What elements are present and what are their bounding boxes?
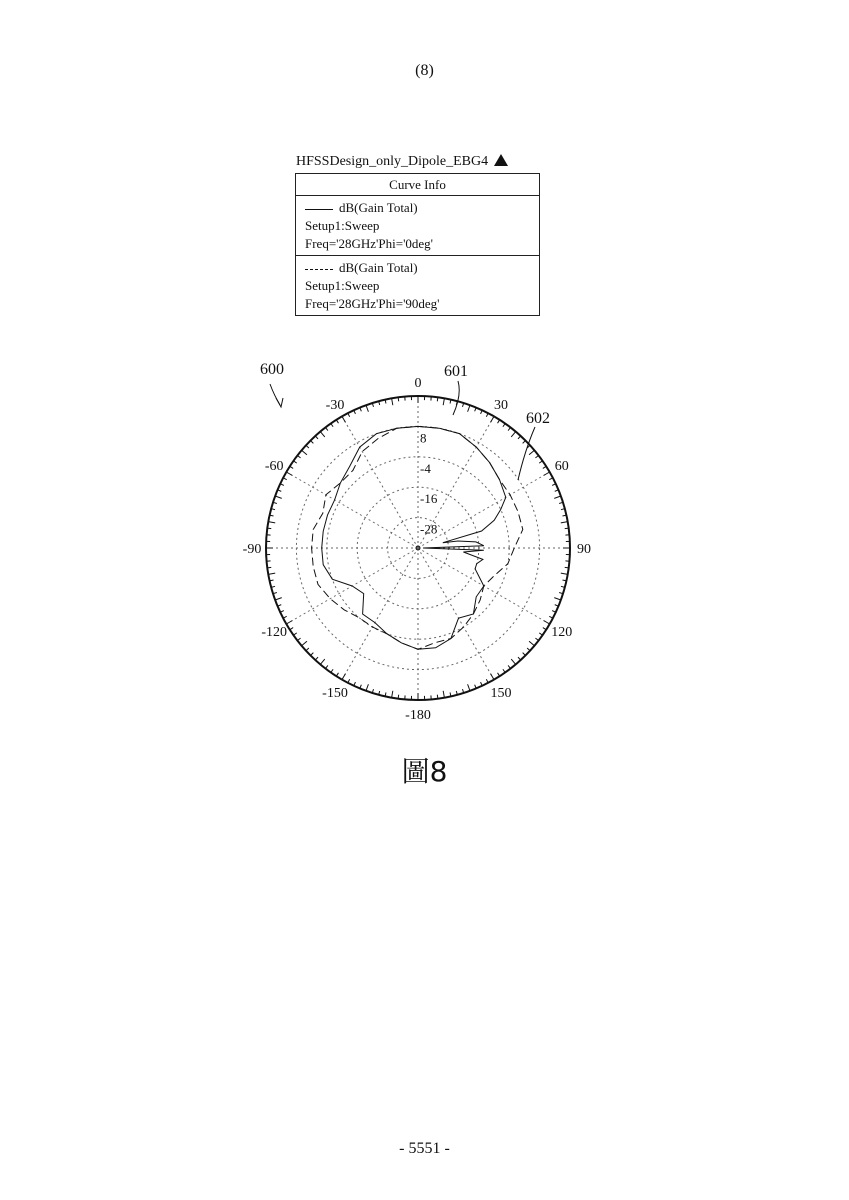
polar-grid-spoke-300 xyxy=(286,472,418,548)
polar-tick-302.5 xyxy=(290,466,293,468)
polar-grid-spoke-150 xyxy=(418,548,494,680)
polar-tick-225 xyxy=(311,653,314,656)
polar-tick-120 xyxy=(544,621,550,625)
polar-tick-50 xyxy=(529,450,534,454)
polar-tick-262.5 xyxy=(267,567,271,568)
polar-tick-30 xyxy=(491,416,495,422)
polar-tick-237.5 xyxy=(290,628,293,630)
polar-tick-10 xyxy=(443,398,444,405)
polar-tick-217.5 xyxy=(325,665,327,668)
angle-tick-label-1: 30 xyxy=(494,398,508,414)
page-header: (8) xyxy=(415,62,434,79)
polar-tick-325 xyxy=(331,423,333,426)
legend-entry-freq: Freq='28GHz'Phi='0deg' xyxy=(305,236,434,251)
reference-label-curve-solid: 601 xyxy=(444,363,468,380)
polar-tick-57.5 xyxy=(543,466,546,468)
polar-tick-210 xyxy=(342,674,346,680)
polar-tick-32.5 xyxy=(498,420,500,423)
polar-tick-112.5 xyxy=(555,605,559,607)
polar-tick-230 xyxy=(302,641,307,645)
polar-grid-spoke-330 xyxy=(342,416,418,548)
polar-tick-330 xyxy=(342,416,346,422)
polar-tick-350 xyxy=(392,398,393,405)
polar-tick-232.5 xyxy=(297,638,300,640)
radial-tick-label-0: 8 xyxy=(420,430,427,446)
polar-tick-157.5 xyxy=(475,685,477,689)
polar-tick-190 xyxy=(392,691,393,698)
angle-tick-label-11: -30 xyxy=(325,398,345,414)
polar-tick-352.5 xyxy=(398,397,399,401)
legend-header: Curve Info xyxy=(296,174,539,196)
polar-tick-250 xyxy=(275,598,282,600)
radial-tick-label-2: -16 xyxy=(420,491,438,507)
polar-tick-52.5 xyxy=(535,455,538,457)
polar-tick-40 xyxy=(511,432,515,437)
series-line-dashed xyxy=(312,426,523,649)
legend-entry-measure: dB(Gain Total) xyxy=(339,260,418,275)
polar-tick-307.5 xyxy=(297,455,300,457)
polar-tick-142.5 xyxy=(508,665,510,668)
polar-tick-312.5 xyxy=(306,445,309,448)
polar-tick-67.5 xyxy=(555,490,559,492)
polar-tick-337.5 xyxy=(360,408,362,412)
legend-entry-setup: Setup1:Sweep xyxy=(305,278,380,293)
polar-tick-170 xyxy=(443,691,444,698)
polar-tick-160 xyxy=(468,684,470,691)
polar-tick-322.5 xyxy=(325,427,327,430)
reference-label-curve-dashed: 602 xyxy=(526,410,550,427)
polar-tick-215 xyxy=(331,669,333,672)
angle-tick-label-6: -180 xyxy=(405,708,431,723)
polar-tick-127.5 xyxy=(535,638,538,640)
polar-tick-212.5 xyxy=(336,673,338,676)
legend-entry-measure: dB(Gain Total) xyxy=(339,200,418,215)
polar-tick-317.5 xyxy=(315,436,318,439)
polar-tick-172.5 xyxy=(437,695,438,699)
polar-tick-277.5 xyxy=(267,528,271,529)
polar-grid-spoke-60 xyxy=(418,472,550,548)
angle-tick-label-0: 0 xyxy=(414,376,422,391)
reference-label-figure: 600 xyxy=(260,361,284,378)
polar-tick-125 xyxy=(539,633,542,635)
polar-tick-340 xyxy=(366,405,368,412)
polar-tick-290 xyxy=(275,496,282,498)
angle-tick-label-8: -120 xyxy=(261,625,288,640)
polar-tick-35 xyxy=(503,423,505,426)
angle-tick-label-4: 120 xyxy=(551,625,573,640)
angle-tick-label-5: 150 xyxy=(490,685,512,701)
polar-tick-42.5 xyxy=(518,436,521,439)
polar-tick-37.5 xyxy=(508,427,510,430)
figure-caption: 圖8 xyxy=(401,755,448,788)
legend-title-text: HFSSDesign_only_Dipole_EBG4 xyxy=(296,154,489,169)
polar-tick-320 xyxy=(320,432,324,437)
polar-tick-222.5 xyxy=(315,657,318,660)
angle-tick-label-2: 60 xyxy=(554,459,569,474)
polar-tick-187.5 xyxy=(398,695,399,699)
polar-tick-220 xyxy=(320,659,324,664)
polar-tick-55 xyxy=(539,461,542,463)
polar-tick-247.5 xyxy=(278,605,282,607)
angle-tick-label-10: -60 xyxy=(264,459,284,474)
polar-tick-70 xyxy=(554,496,561,498)
polar-tick-305 xyxy=(293,461,296,463)
polar-tick-122.5 xyxy=(543,628,546,630)
polar-tick-292.5 xyxy=(278,490,282,492)
polar-tick-22.5 xyxy=(475,408,477,412)
polar-tick-110 xyxy=(554,598,561,600)
legend-entry-setup: Setup1:Sweep xyxy=(305,218,380,233)
polar-tick-240 xyxy=(286,621,292,625)
angle-tick-label-7: -150 xyxy=(322,685,348,701)
angle-tick-label-3: 90 xyxy=(577,542,591,557)
polar-tick-260 xyxy=(268,573,275,574)
polar-tick-202.5 xyxy=(360,685,362,689)
polar-tick-150 xyxy=(491,674,495,680)
polar-tick-200 xyxy=(366,684,368,691)
polar-tick-327.5 xyxy=(336,420,338,423)
polar-tick-132.5 xyxy=(527,648,530,651)
polar-tick-235 xyxy=(293,633,296,635)
reference-arrow-600-head xyxy=(276,398,283,407)
polar-tick-145 xyxy=(503,669,505,672)
polar-tick-137.5 xyxy=(518,657,521,660)
polar-tick-227.5 xyxy=(306,648,309,651)
polar-tick-280 xyxy=(268,522,275,523)
polar-tick-82.5 xyxy=(565,528,569,529)
polar-tick-147.5 xyxy=(498,673,500,676)
legend-entry-freq: Freq='28GHz'Phi='90deg' xyxy=(305,296,440,311)
polar-tick-20 xyxy=(468,405,470,412)
polar-tick-7.5 xyxy=(437,397,438,401)
polar-tick-135 xyxy=(523,653,526,656)
polar-grid-spoke-210 xyxy=(342,548,418,680)
radial-tick-label-1: -4 xyxy=(420,460,431,476)
polar-tick-310 xyxy=(302,450,307,454)
polar-tick-315 xyxy=(311,441,314,444)
reference-leader-601 xyxy=(453,381,459,415)
polar-tick-300 xyxy=(286,472,292,476)
polar-tick-100 xyxy=(561,573,568,574)
radial-tick-label-3: -28 xyxy=(420,521,438,537)
angle-tick-label-9: -90 xyxy=(242,542,262,557)
polar-tick-60 xyxy=(544,472,550,476)
polar-tick-97.5 xyxy=(565,567,569,568)
polar-tick-45 xyxy=(523,441,526,444)
page-footer: - 5551 - xyxy=(399,1140,450,1157)
polar-tick-80 xyxy=(561,522,568,523)
polar-tick-140 xyxy=(511,659,515,664)
polar-tick-130 xyxy=(529,641,534,645)
